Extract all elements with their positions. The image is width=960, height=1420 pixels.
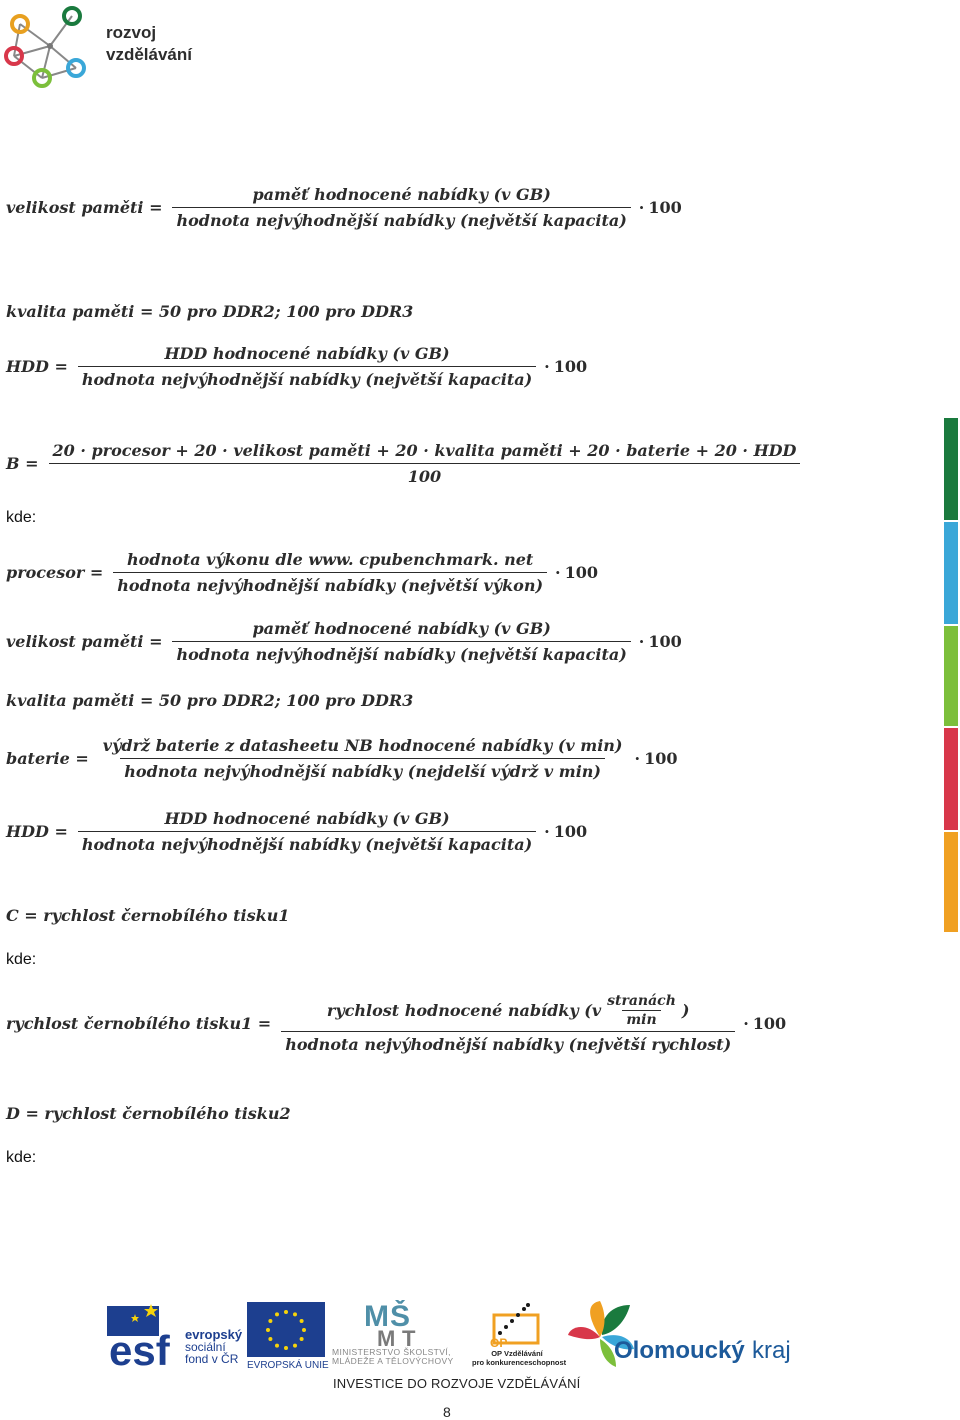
esf-logo [107, 1302, 242, 1368]
side-bar-lightgreen [944, 626, 958, 726]
eu-logo [247, 1302, 327, 1372]
fraction [99, 736, 627, 781]
kde-label-1: kde: [6, 509, 37, 526]
side-bar-blue [944, 522, 958, 624]
op-vzdelavani-logo [470, 1301, 565, 1371]
side-bar-green [944, 418, 958, 520]
esf-text-block [185, 1329, 242, 1365]
formula-kvalita-pameti [6, 302, 413, 321]
numerator [323, 993, 694, 1031]
numerator: hodnota výkonu dle www. cpubenchmark. net [127, 550, 534, 569]
inner-numerator: stranách [607, 993, 676, 1009]
fraction [281, 993, 735, 1054]
denominator: hodnota nejvýhodnější nabídky (největší kapacita) [172, 641, 630, 664]
numerator: paměť hodnocené nabídky (v GB) [252, 619, 551, 638]
formula-text: D = rychlost černobílého tisku2 [6, 1104, 291, 1123]
op-text [472, 1349, 567, 1367]
formula-hdd [6, 344, 587, 389]
factor: 100 [648, 632, 682, 651]
factor: 100 [648, 198, 682, 217]
rozvoj-vzdelavani-logo [2, 2, 94, 94]
numerator: paměť hodnocené nabídky (v GB) [252, 185, 551, 204]
msmt-logo [332, 1300, 467, 1370]
formula-lhs: baterie = [6, 749, 89, 768]
kraj-label: kraj [752, 1337, 791, 1364]
formula-rychlost-tisku1 [6, 993, 786, 1054]
op-mark-icon [470, 1301, 565, 1349]
multiply-dot: · [634, 749, 641, 768]
svg-text:esf: esf [109, 1327, 170, 1368]
multiply-dot: · [555, 563, 561, 582]
denominator: hodnota nejvýhodnější nabídky (největší kapacita) [78, 366, 536, 389]
msmt-line-2: MLÁDEŽE A TĚLOVÝCHOVY [332, 1356, 454, 1366]
op-line-2: pro konkurenceschopnost [472, 1358, 567, 1367]
multiply-dot: · [638, 632, 645, 651]
factor: 100 [644, 749, 678, 768]
kde-label-2: kde: [6, 951, 37, 968]
formula-kvalita-pameti-2 [6, 691, 413, 710]
side-bar-red [944, 728, 958, 830]
msmt-line-1: MINISTERSTVO ŠKOLSTVÍ, [332, 1347, 451, 1357]
logo-line-1: rozvoj [106, 23, 157, 42]
svg-text:OP: OP [490, 1336, 508, 1349]
numerator: HDD hodnocené nabídky (v GB) [164, 344, 450, 363]
formula-text: kvalita paměti = 50 pro DDR2; 100 pro DDR3 [6, 691, 414, 710]
multiply-dot: · [544, 357, 550, 376]
numerator-text: rychlost hodnocené nabídky (v [326, 1001, 602, 1020]
formula-velikost-pameti-2 [6, 619, 682, 664]
numerator: HDD hodnocené nabídky (v GB) [164, 809, 450, 828]
kde-label-3: kde: [6, 1149, 37, 1166]
factor: 100 [553, 822, 588, 841]
formula-text: C = rychlost černobílého tisku1 [6, 906, 290, 925]
numerator-close: ) [681, 1001, 690, 1020]
svg-text:Š: Š [390, 1300, 411, 1333]
logo-wordmark [106, 22, 192, 66]
fraction [49, 441, 801, 486]
denominator: hodnota nejvýhodnější nabídky (největší kapacita) [78, 831, 536, 854]
esf-mark-icon [107, 1302, 181, 1368]
svg-text:M: M [377, 1326, 396, 1348]
footer-logos [0, 1295, 960, 1418]
formula-baterie [6, 736, 677, 781]
op-line-1: OP Vzdělávání [491, 1349, 543, 1358]
factor: 100 [564, 563, 599, 582]
formula-lhs: B = [6, 454, 39, 473]
fraction [78, 809, 536, 854]
side-bar-orange [944, 832, 958, 932]
multiply-dot: · [638, 198, 645, 217]
multiply-dot: · [544, 822, 550, 841]
olomoucky-label: Olomoucký [614, 1337, 745, 1364]
formula-velikost-pameti [6, 185, 682, 230]
formula-lhs: velikost paměti = [6, 198, 163, 217]
inner-denominator: min [622, 1010, 660, 1028]
fraction [172, 185, 630, 230]
factor: 100 [752, 1014, 787, 1033]
factor: 100 [553, 357, 588, 376]
esf-line-2: sociální [185, 1340, 226, 1354]
numerator: 20 · procesor + 20 · velikost paměti + 20 · kvalita paměti + 20 · baterie + 20 · HDD [52, 441, 797, 460]
formula-lhs: procesor = [6, 563, 104, 582]
svg-text:T: T [402, 1326, 416, 1348]
footer-caption: INVESTICE DO ROZVOJE VZDĚLÁVÁNÍ [333, 1376, 581, 1391]
denominator: hodnota nejvýhodnější nabídky (největší rychlost) [281, 1031, 735, 1054]
fraction [172, 619, 630, 664]
formula-lhs: HDD = [6, 822, 68, 841]
formula-c [6, 906, 289, 925]
esf-line-1: evropský [185, 1327, 243, 1342]
denominator: hodnota nejvýhodnější nabídky (největší výkon) [113, 572, 547, 595]
formula-lhs: rychlost černobílého tisku1 = [6, 1014, 272, 1033]
formula-b [6, 441, 804, 486]
eu-label: EVROPSKÁ UNIE [247, 1360, 329, 1371]
formula-hdd-2 [6, 809, 587, 854]
denominator: hodnota nejvýhodnější nabídky (nejdelší výdrž v min) [120, 758, 605, 781]
inner-fraction [603, 993, 680, 1028]
msmt-text [332, 1348, 454, 1366]
formula-lhs: HDD = [6, 357, 68, 376]
numerator: výdrž baterie z datasheetu NB hodnocené nabídky (v min) [102, 736, 623, 755]
esf-line-3: fond v ČR [185, 1352, 239, 1366]
eu-flag-icon [247, 1302, 325, 1357]
msmt-mark-icon [332, 1300, 467, 1348]
logo-line-2: vzdělávání [106, 45, 192, 64]
denominator: 100 [49, 463, 801, 486]
denominator: hodnota nejvýhodnější nabídky (největší kapacita) [172, 207, 630, 230]
fraction [113, 550, 547, 595]
olomoucky-kraj-logo [566, 1301, 796, 1371]
multiply-dot: · [743, 1014, 749, 1033]
fraction [78, 344, 536, 389]
formula-procesor [6, 550, 598, 595]
formula-text: kvalita paměti = 50 pro DDR2; 100 pro DDR3 [6, 302, 414, 321]
formula-d [6, 1104, 291, 1123]
page-number: 8 [443, 1404, 451, 1420]
formula-lhs: velikost paměti = [6, 632, 163, 651]
svg-text:M: M [364, 1300, 389, 1333]
